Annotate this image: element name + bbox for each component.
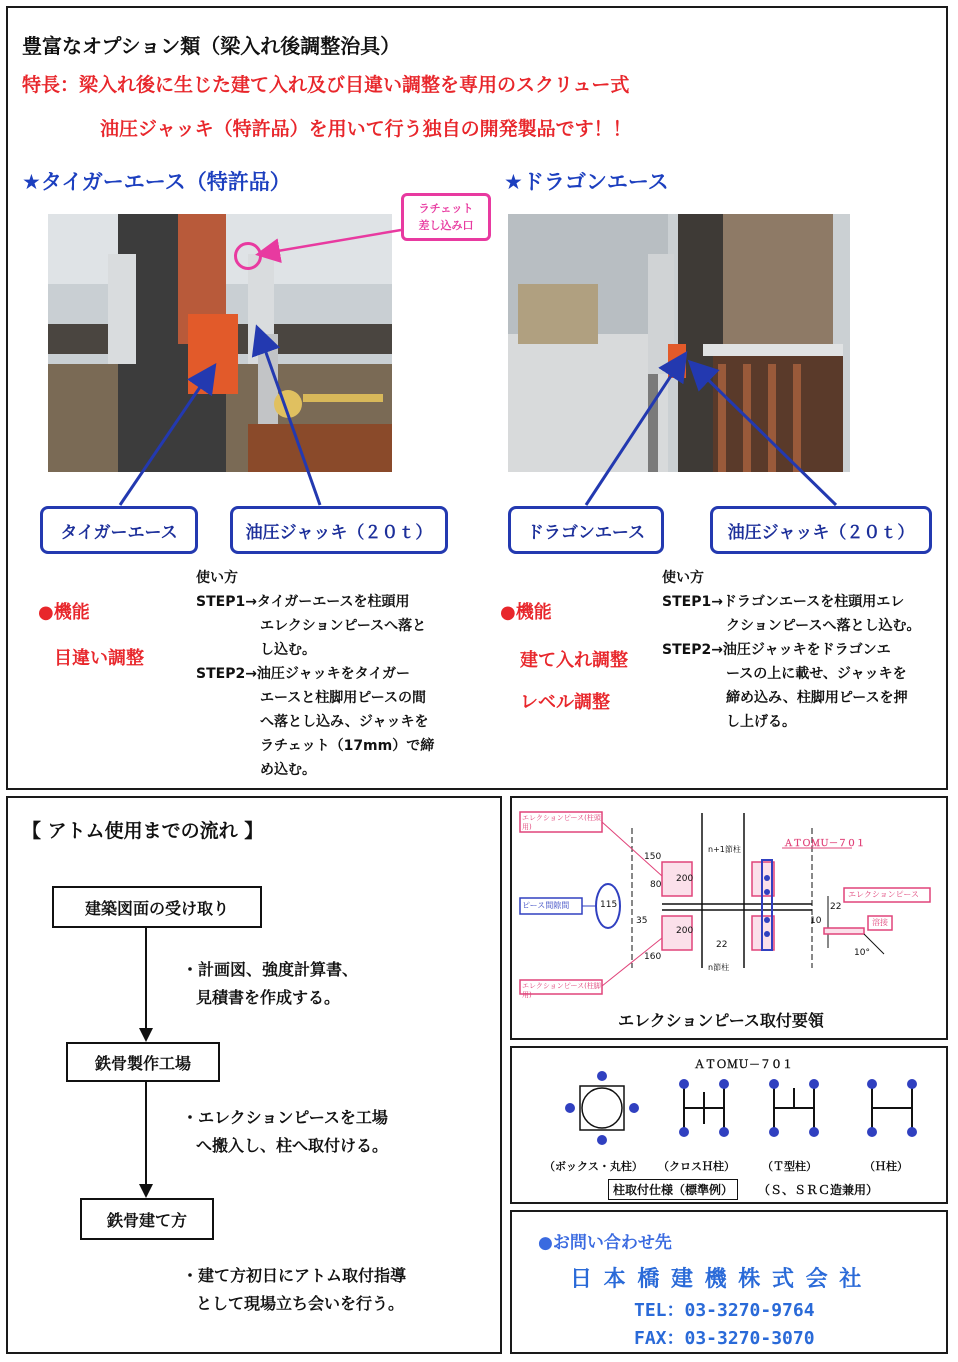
- ratchet-callout-line2: 差し込み口: [418, 219, 474, 232]
- top-section: [6, 6, 948, 790]
- dragon-step1-line1: STEP1→ドラゴンエースを柱頭用エレ: [662, 594, 905, 610]
- tiger-jack-label: 油圧ジャッキ（２０ｔ）: [230, 506, 448, 554]
- dragon-usage: [662, 566, 946, 734]
- col-lower-label: n節柱: [708, 963, 730, 972]
- flow-section: [6, 796, 502, 1354]
- feature-line-1: 特長：梁入れ後に生じた建て入れ及び目違い調整を専用のスクリュー式: [22, 74, 630, 96]
- tiger-usage: [196, 566, 456, 782]
- dim-200b: 200: [676, 926, 694, 936]
- atomu-label-2: ＡＴＯＭＵ－７０１: [694, 1058, 793, 1071]
- flow-step-3: 鉄骨建て方: [80, 1198, 214, 1240]
- tiger-step2-line2: エースと柱脚用ピースの間: [260, 690, 427, 706]
- atomu-label-1: ＡＴＯＭＵ－７０１: [784, 839, 866, 849]
- flow-note-1-line2: 見積書を作成する。: [196, 988, 341, 1007]
- dragon-heading: ★ドラゴンエース: [504, 170, 669, 194]
- ratchet-callout-line1: ラチェット: [418, 202, 474, 215]
- type-cross-h: （クロスＨ柱）: [658, 1160, 735, 1173]
- erection-piece-diagram: [510, 796, 948, 1040]
- tel-number: TEL：03-3270-9764: [634, 1300, 815, 1321]
- tiger-step2-line3: へ落とし込み、ジャッキを: [260, 714, 429, 730]
- flow-note-3: [182, 1262, 406, 1318]
- tiger-step1-line1: STEP1→タイガーエースを柱頭用: [196, 594, 410, 610]
- dim-10: 10: [810, 916, 822, 926]
- spec-rest: （Ｓ、ＳＲＣ造兼用）: [758, 1183, 879, 1197]
- tiger-func-title: ●機能: [38, 602, 90, 623]
- dim-10deg: 10°: [854, 948, 870, 958]
- tiger-usage-title: 使い方: [196, 570, 238, 586]
- flow-step-1: 建築図面の受け取り: [52, 886, 262, 928]
- fax-number: FAX：03-3270-3070: [634, 1328, 815, 1349]
- ep-bottom-label: エレクションピース(柱脚用): [522, 982, 601, 999]
- arrow-overlay: [8, 8, 950, 568]
- diagram1-caption: エレクションピース取付要領: [618, 1011, 824, 1030]
- dragon-func-item-1: 建て入れ調整: [520, 650, 628, 671]
- type-box-round: （ボックス・丸柱）: [544, 1160, 643, 1173]
- tiger-step2-line4: ラチェット（17mm）で締: [260, 738, 435, 754]
- feature-line-2: 油圧ジャッキ（特許品）を用いて行う独自の開発製品です！！: [100, 118, 632, 140]
- flow-note-2-line2: へ搬入し、柱へ取付ける。: [196, 1136, 389, 1155]
- dragon-usage-title: 使い方: [662, 570, 704, 586]
- dragon-func-item-2: レベル調整: [520, 692, 610, 713]
- dim-35: 35: [636, 916, 648, 926]
- flow-note-3-line2: として現場立ち会いを行う。: [196, 1294, 405, 1313]
- dim-22a: 22: [716, 940, 728, 950]
- ep-top-label: エレクションピース(柱頭用): [522, 814, 601, 831]
- tiger-step2-line5: め込む。: [260, 762, 316, 778]
- page-title: 豊富なオプション類（梁入れ後調整治具）: [22, 34, 401, 58]
- flow-step-2: 鉄骨製作工場: [66, 1042, 220, 1082]
- dim-150: 150: [644, 852, 662, 862]
- tiger-step2-line1: STEP2→油圧ジャッキをタイガー: [196, 666, 410, 682]
- dim-80: 80: [650, 880, 662, 890]
- flow-note-2-line1: ・エレクションピースを工場: [182, 1108, 388, 1127]
- dim-160: 160: [644, 952, 662, 962]
- tiger-step1-line3: し込む。: [260, 642, 316, 658]
- tiger-product-label: タイガーエース: [40, 506, 198, 554]
- dragon-step2-line1: STEP2→油圧ジャッキをドラゴンエ: [662, 642, 891, 658]
- spec-boxed: 柱取付仕様（標準例）: [608, 1179, 738, 1200]
- dragon-step2-line4: し上げる。: [726, 714, 796, 730]
- flow-note-2: [182, 1104, 388, 1160]
- dragon-func-title: ●機能: [500, 602, 552, 623]
- col-upper-label: n+1節柱: [708, 845, 741, 854]
- tiger-heading: ★タイガーエース（特許品）: [22, 170, 291, 194]
- dragon-step2-line2: ースの上に載せ、ジャッキを: [726, 666, 907, 682]
- tiger-func-item: 目違い調整: [54, 648, 144, 669]
- flow-note-1-line1: ・計画図、強度計算書、: [182, 960, 359, 979]
- type-t: （Ｔ型柱）: [762, 1160, 817, 1173]
- dim-115: 115: [600, 900, 618, 910]
- flow-note-1: [182, 956, 358, 1012]
- dragon-step2-line3: 締め込み、柱脚用ピースを押: [726, 690, 908, 706]
- dim-22b: 22: [830, 902, 842, 912]
- dragon-product-label: ドラゴンエース: [508, 506, 664, 554]
- dim-200a: 200: [676, 874, 694, 884]
- flow-title: 【 アトム使用までの流れ 】: [22, 820, 264, 842]
- tiger-step1-line2: エレクションピースへ落と: [260, 618, 427, 634]
- flow-note-3-line1: ・建て方初日にアトム取付指導: [182, 1266, 407, 1285]
- gap-label: ピース間隙間: [522, 901, 570, 910]
- ep-right-label: エレクションピース: [848, 890, 919, 899]
- type-h: （Ｈ柱）: [864, 1160, 908, 1173]
- weld-label: 溶接: [872, 918, 888, 927]
- column-spec-diagram: [510, 1046, 948, 1204]
- contact-title: ●お問い合わせ先: [538, 1233, 672, 1253]
- dragon-step1-line2: クションピースへ落とし込む。: [726, 618, 921, 634]
- company-name: 日 本 橋 建 機 株 式 会 社: [570, 1267, 864, 1292]
- contact-section: [510, 1210, 948, 1354]
- dragon-jack-label: 油圧ジャッキ（２０ｔ）: [710, 506, 932, 554]
